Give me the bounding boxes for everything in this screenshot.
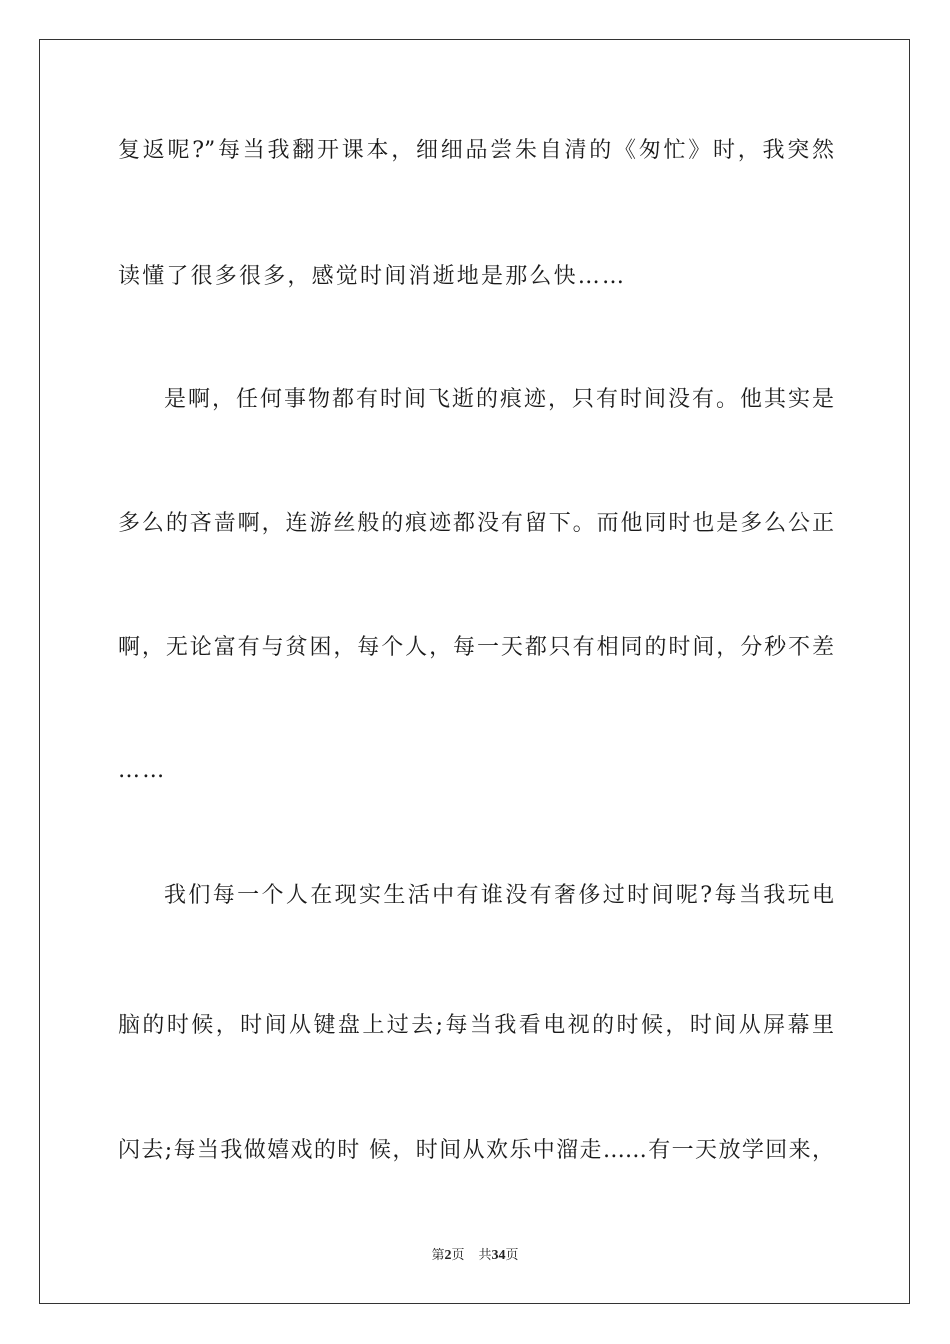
paragraph-2-line-1: 是啊，任何事物都有时间飞逝的痕迹，只有时间没有。他其实是 bbox=[164, 387, 834, 412]
footer-total-suffix: 页 bbox=[505, 1248, 519, 1263]
footer-prefix: 第 bbox=[431, 1248, 445, 1263]
footer-total-pages: 34 bbox=[491, 1248, 506, 1263]
paragraph-2-line-2: 多么的吝啬啊，连游丝般的痕迹都没有留下。而他同时也是多么公正 bbox=[118, 511, 834, 536]
paragraph-2-line-4: …… bbox=[118, 758, 167, 783]
page-border bbox=[39, 39, 910, 1304]
footer-page-suffix: 页 bbox=[451, 1248, 465, 1263]
paragraph-3-line-3: 闪去;每当我做嬉戏的时 候，时间从欢乐中溜走……有一天放学回来， bbox=[118, 1138, 834, 1163]
page-footer bbox=[0, 1247, 950, 1265]
paragraph-3-line-1: 我们每一个人在现实生活中有谁没有奢侈过时间呢?每当我玩电 bbox=[164, 883, 834, 908]
text-line-2: 读懂了很多很多，感觉时间消逝地是那么快…… bbox=[118, 264, 627, 289]
paragraph-2-line-3: 啊，无论富有与贫困，每个人，每一天都只有相同的时间，分秒不差 bbox=[118, 635, 834, 660]
text-line-1: 复返呢?”每当我翻开课本，细细品尝朱自清的《匆忙》时，我突然 bbox=[118, 138, 834, 163]
footer-total-prefix: 共 bbox=[478, 1248, 492, 1263]
footer-page-number: 2 bbox=[444, 1248, 452, 1263]
paragraph-3-line-2: 脑的时候，时间从键盘上过去;每当我看电视的时候，时间从屏幕里 bbox=[118, 1013, 834, 1038]
